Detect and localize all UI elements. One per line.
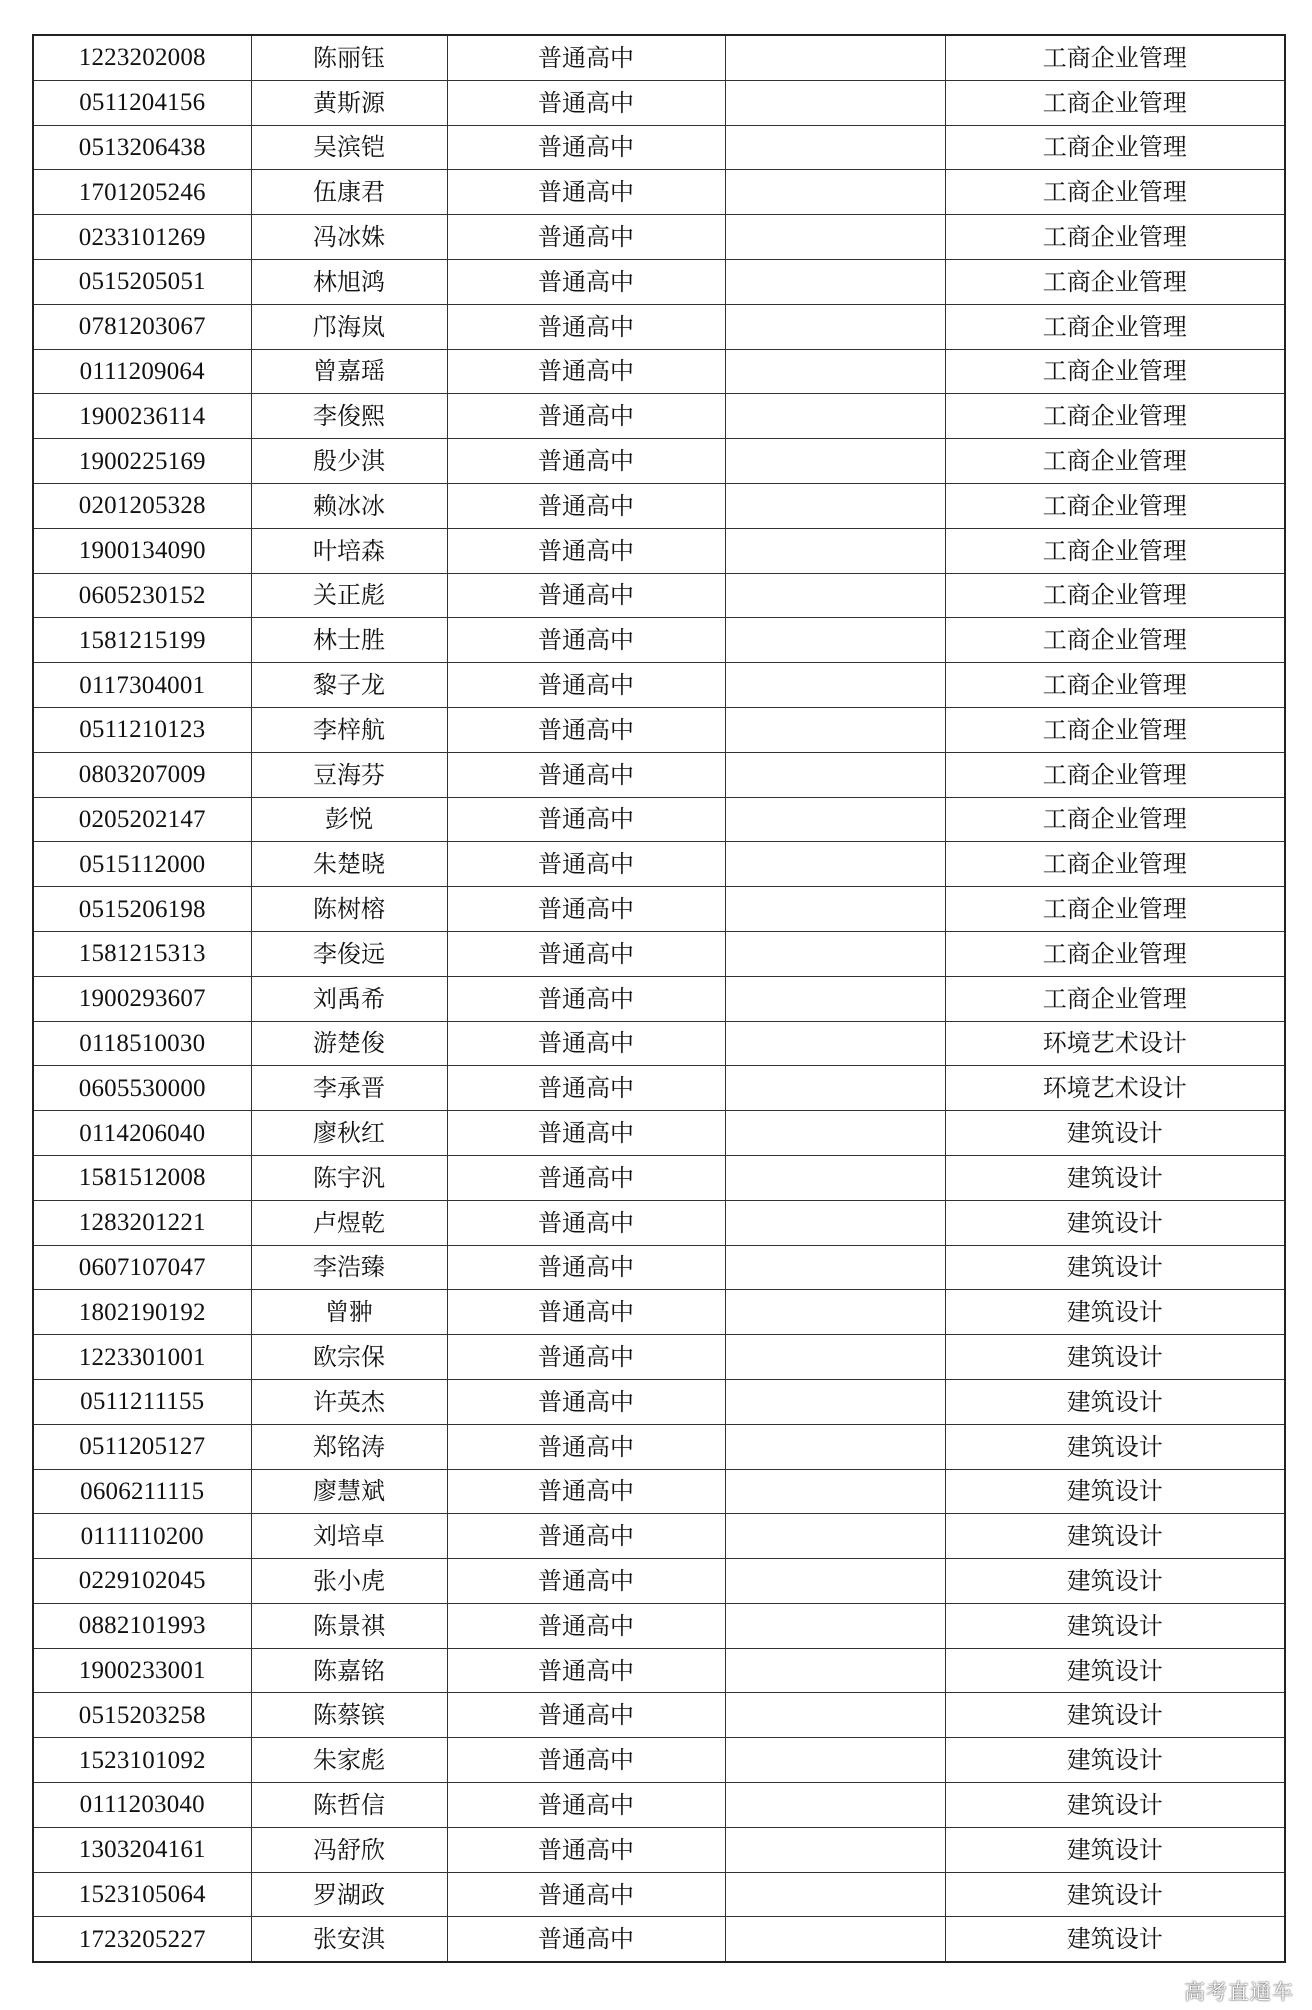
major-cell: 工商企业管理 [945, 573, 1285, 618]
table-row [33, 349, 1285, 394]
student-name-cell: 刘禹希 [251, 976, 447, 1021]
table-row [33, 394, 1285, 439]
school-type-cell: 普通高中 [447, 1290, 725, 1335]
blank-cell [725, 1111, 945, 1156]
student-name-cell: 陈嘉铭 [251, 1648, 447, 1693]
school-type-cell: 普通高中 [447, 528, 725, 573]
school-type-cell: 普通高中 [447, 887, 725, 932]
watermark-text: 高考直通车 [1184, 1980, 1294, 2004]
table-row [33, 215, 1285, 260]
school-type-cell: 普通高中 [447, 1872, 725, 1917]
blank-cell [725, 304, 945, 349]
candidate-id-cell: 0515112000 [33, 842, 251, 887]
school-type-cell: 普通高中 [447, 35, 725, 80]
candidate-id-cell: 1701205246 [33, 170, 251, 215]
student-name-cell: 邝海岚 [251, 304, 447, 349]
candidate-id-cell: 1523101092 [33, 1738, 251, 1783]
major-cell: 建筑设计 [945, 1872, 1285, 1917]
major-cell: 工商企业管理 [945, 707, 1285, 752]
candidate-id-cell: 1581215313 [33, 931, 251, 976]
major-cell: 建筑设计 [945, 1693, 1285, 1738]
student-name-cell: 彭悦 [251, 797, 447, 842]
major-cell: 环境艺术设计 [945, 1021, 1285, 1066]
student-name-cell: 郑铭涛 [251, 1424, 447, 1469]
school-type-cell: 普通高中 [447, 842, 725, 887]
school-type-cell: 普通高中 [447, 797, 725, 842]
major-cell: 工商企业管理 [945, 931, 1285, 976]
blank-cell [725, 1738, 945, 1783]
major-cell: 工商企业管理 [945, 349, 1285, 394]
student-name-cell: 朱楚晓 [251, 842, 447, 887]
table-row [33, 1155, 1285, 1200]
student-name-cell: 豆海芬 [251, 752, 447, 797]
student-name-cell: 李浩臻 [251, 1245, 447, 1290]
candidate-id-cell: 1523105064 [33, 1872, 251, 1917]
candidate-id-cell: 0882101993 [33, 1603, 251, 1648]
admission-list-table [32, 34, 1286, 1963]
school-type-cell: 普通高中 [447, 573, 725, 618]
candidate-id-cell: 1900134090 [33, 528, 251, 573]
candidate-id-cell: 0515203258 [33, 1693, 251, 1738]
major-cell: 环境艺术设计 [945, 1066, 1285, 1111]
candidate-id-cell: 0111203040 [33, 1783, 251, 1828]
major-cell: 工商企业管理 [945, 215, 1285, 260]
candidate-id-cell: 0114206040 [33, 1111, 251, 1156]
candidate-id-cell: 1223202008 [33, 35, 251, 80]
candidate-id-cell: 0515206198 [33, 887, 251, 932]
table-row [33, 1379, 1285, 1424]
major-cell: 建筑设计 [945, 1648, 1285, 1693]
student-name-cell: 李梓航 [251, 707, 447, 752]
candidate-id-cell: 0233101269 [33, 215, 251, 260]
candidate-id-cell: 1900293607 [33, 976, 251, 1021]
major-cell: 工商企业管理 [945, 663, 1285, 708]
table-row [33, 1559, 1285, 1604]
student-name-cell: 叶培森 [251, 528, 447, 573]
major-cell: 工商企业管理 [945, 483, 1285, 528]
school-type-cell: 普通高中 [447, 1559, 725, 1604]
candidate-id-cell: 1802190192 [33, 1290, 251, 1335]
candidate-id-cell: 0515205051 [33, 259, 251, 304]
table-row [33, 1648, 1285, 1693]
candidate-id-cell: 1581512008 [33, 1155, 251, 1200]
school-type-cell: 普通高中 [447, 1379, 725, 1424]
blank-cell [725, 797, 945, 842]
blank-cell [725, 752, 945, 797]
major-cell: 建筑设计 [945, 1514, 1285, 1559]
candidate-id-cell: 0605230152 [33, 573, 251, 618]
table-row [33, 1917, 1285, 1962]
blank-cell [725, 1245, 945, 1290]
major-cell: 建筑设计 [945, 1155, 1285, 1200]
table-row [33, 618, 1285, 663]
major-cell: 工商企业管理 [945, 528, 1285, 573]
table-row [33, 483, 1285, 528]
student-name-cell: 陈哲信 [251, 1783, 447, 1828]
candidate-id-cell: 1303204161 [33, 1827, 251, 1872]
school-type-cell: 普通高中 [447, 1693, 725, 1738]
blank-cell [725, 1155, 945, 1200]
student-name-cell: 李俊远 [251, 931, 447, 976]
major-cell: 建筑设计 [945, 1335, 1285, 1380]
blank-cell [725, 394, 945, 439]
table-row [33, 1469, 1285, 1514]
blank-cell [725, 887, 945, 932]
school-type-cell: 普通高中 [447, 618, 725, 663]
school-type-cell: 普通高中 [447, 394, 725, 439]
major-cell: 建筑设计 [945, 1783, 1285, 1828]
student-name-cell: 冯冰姝 [251, 215, 447, 260]
blank-cell [725, 1021, 945, 1066]
major-cell: 工商企业管理 [945, 797, 1285, 842]
table-row [33, 439, 1285, 484]
student-name-cell: 刘培卓 [251, 1514, 447, 1559]
student-name-cell: 张小虎 [251, 1559, 447, 1604]
blank-cell [725, 976, 945, 1021]
candidate-id-cell: 0118510030 [33, 1021, 251, 1066]
candidate-id-cell: 0511205127 [33, 1424, 251, 1469]
blank-cell [725, 80, 945, 125]
table-row [33, 1693, 1285, 1738]
candidate-id-cell: 0607107047 [33, 1245, 251, 1290]
table-row [33, 1021, 1285, 1066]
table-row [33, 35, 1285, 80]
candidate-id-cell: 0803207009 [33, 752, 251, 797]
school-type-cell: 普通高中 [447, 1200, 725, 1245]
school-type-cell: 普通高中 [447, 976, 725, 1021]
candidate-id-cell: 1900225169 [33, 439, 251, 484]
major-cell: 工商企业管理 [945, 618, 1285, 663]
table-row [33, 931, 1285, 976]
table-row [33, 1783, 1285, 1828]
major-cell: 工商企业管理 [945, 35, 1285, 80]
blank-cell [725, 663, 945, 708]
student-name-cell: 林旭鸿 [251, 259, 447, 304]
major-cell: 建筑设计 [945, 1603, 1285, 1648]
blank-cell [725, 528, 945, 573]
student-name-cell: 殷少淇 [251, 439, 447, 484]
student-name-cell: 廖慧斌 [251, 1469, 447, 1514]
major-cell: 建筑设计 [945, 1290, 1285, 1335]
table-body [33, 35, 1285, 1962]
table-row [33, 752, 1285, 797]
school-type-cell: 普通高中 [447, 80, 725, 125]
table-row [33, 259, 1285, 304]
blank-cell [725, 1559, 945, 1604]
school-type-cell: 普通高中 [447, 1245, 725, 1290]
school-type-cell: 普通高中 [447, 931, 725, 976]
school-type-cell: 普通高中 [447, 125, 725, 170]
blank-cell [725, 618, 945, 663]
blank-cell [725, 1872, 945, 1917]
school-type-cell: 普通高中 [447, 1827, 725, 1872]
blank-cell [725, 1693, 945, 1738]
blank-cell [725, 1603, 945, 1648]
major-cell: 建筑设计 [945, 1917, 1285, 1962]
major-cell: 工商企业管理 [945, 170, 1285, 215]
candidate-id-cell: 0201205328 [33, 483, 251, 528]
school-type-cell: 普通高中 [447, 1648, 725, 1693]
table-row [33, 573, 1285, 618]
major-cell: 建筑设计 [945, 1200, 1285, 1245]
table-row [33, 80, 1285, 125]
school-type-cell: 普通高中 [447, 349, 725, 394]
school-type-cell: 普通高中 [447, 170, 725, 215]
candidate-id-cell: 0117304001 [33, 663, 251, 708]
student-name-cell: 赖冰冰 [251, 483, 447, 528]
table-row [33, 1200, 1285, 1245]
table-row [33, 1514, 1285, 1559]
candidate-id-cell: 1723205227 [33, 1917, 251, 1962]
school-type-cell: 普通高中 [447, 1917, 725, 1962]
blank-cell [725, 1514, 945, 1559]
student-name-cell: 伍康君 [251, 170, 447, 215]
candidate-id-cell: 0513206438 [33, 125, 251, 170]
major-cell: 工商企业管理 [945, 80, 1285, 125]
major-cell: 工商企业管理 [945, 304, 1285, 349]
school-type-cell: 普通高中 [447, 663, 725, 708]
blank-cell [725, 35, 945, 80]
candidate-id-cell: 0229102045 [33, 1559, 251, 1604]
blank-cell [725, 215, 945, 260]
student-name-cell: 曾翀 [251, 1290, 447, 1335]
student-name-cell: 游楚俊 [251, 1021, 447, 1066]
major-cell: 工商企业管理 [945, 125, 1285, 170]
table-row [33, 887, 1285, 932]
table-row [33, 1603, 1285, 1648]
school-type-cell: 普通高中 [447, 1155, 725, 1200]
blank-cell [725, 1827, 945, 1872]
major-cell: 建筑设计 [945, 1379, 1285, 1424]
student-name-cell: 冯舒欣 [251, 1827, 447, 1872]
major-cell: 工商企业管理 [945, 887, 1285, 932]
table-row [33, 707, 1285, 752]
candidate-id-cell: 0781203067 [33, 304, 251, 349]
major-cell: 建筑设计 [945, 1111, 1285, 1156]
student-name-cell: 林士胜 [251, 618, 447, 663]
candidate-id-cell: 0111209064 [33, 349, 251, 394]
student-name-cell: 陈景祺 [251, 1603, 447, 1648]
student-name-cell: 陈丽钰 [251, 35, 447, 80]
blank-cell [725, 707, 945, 752]
table-row [33, 797, 1285, 842]
table-row [33, 663, 1285, 708]
school-type-cell: 普通高中 [447, 1066, 725, 1111]
table-row [33, 1290, 1285, 1335]
blank-cell [725, 349, 945, 394]
major-cell: 工商企业管理 [945, 842, 1285, 887]
major-cell: 建筑设计 [945, 1738, 1285, 1783]
table-row [33, 1066, 1285, 1111]
blank-cell [725, 439, 945, 484]
school-type-cell: 普通高中 [447, 1335, 725, 1380]
table-row [33, 1111, 1285, 1156]
student-name-cell: 罗湖政 [251, 1872, 447, 1917]
school-type-cell: 普通高中 [447, 1021, 725, 1066]
major-cell: 工商企业管理 [945, 259, 1285, 304]
blank-cell [725, 1424, 945, 1469]
student-name-cell: 黄斯源 [251, 80, 447, 125]
table-row [33, 976, 1285, 1021]
blank-cell [725, 483, 945, 528]
major-cell: 建筑设计 [945, 1559, 1285, 1604]
student-name-cell: 黎子龙 [251, 663, 447, 708]
school-type-cell: 普通高中 [447, 1469, 725, 1514]
student-name-cell: 曾嘉瑶 [251, 349, 447, 394]
major-cell: 建筑设计 [945, 1245, 1285, 1290]
candidate-id-cell: 0605530000 [33, 1066, 251, 1111]
candidate-id-cell: 1900236114 [33, 394, 251, 439]
major-cell: 建筑设计 [945, 1469, 1285, 1514]
school-type-cell: 普通高中 [447, 707, 725, 752]
blank-cell [725, 1290, 945, 1335]
school-type-cell: 普通高中 [447, 1603, 725, 1648]
blank-cell [725, 1917, 945, 1962]
table-row [33, 842, 1285, 887]
blank-cell [725, 259, 945, 304]
table-row [33, 1245, 1285, 1290]
major-cell: 工商企业管理 [945, 394, 1285, 439]
major-cell: 建筑设计 [945, 1827, 1285, 1872]
major-cell: 工商企业管理 [945, 439, 1285, 484]
candidate-id-cell: 0205202147 [33, 797, 251, 842]
student-name-cell: 李承晋 [251, 1066, 447, 1111]
blank-cell [725, 1066, 945, 1111]
blank-cell [725, 1335, 945, 1380]
student-name-cell: 朱家彪 [251, 1738, 447, 1783]
school-type-cell: 普通高中 [447, 215, 725, 260]
school-type-cell: 普通高中 [447, 439, 725, 484]
major-cell: 工商企业管理 [945, 976, 1285, 1021]
table-row [33, 1872, 1285, 1917]
major-cell: 建筑设计 [945, 1424, 1285, 1469]
table-row [33, 1827, 1285, 1872]
student-name-cell: 陈树榕 [251, 887, 447, 932]
student-name-cell: 陈宇汎 [251, 1155, 447, 1200]
candidate-id-cell: 1900233001 [33, 1648, 251, 1693]
blank-cell [725, 573, 945, 618]
student-name-cell: 欧宗保 [251, 1335, 447, 1380]
candidate-id-cell: 0606211115 [33, 1469, 251, 1514]
table-row [33, 528, 1285, 573]
blank-cell [725, 125, 945, 170]
student-name-cell: 廖秋红 [251, 1111, 447, 1156]
candidate-id-cell: 0511210123 [33, 707, 251, 752]
candidate-id-cell: 1581215199 [33, 618, 251, 663]
school-type-cell: 普通高中 [447, 752, 725, 797]
blank-cell [725, 842, 945, 887]
school-type-cell: 普通高中 [447, 1514, 725, 1559]
school-type-cell: 普通高中 [447, 304, 725, 349]
table-row [33, 1335, 1285, 1380]
blank-cell [725, 170, 945, 215]
student-name-cell: 卢煜乾 [251, 1200, 447, 1245]
blank-cell [725, 931, 945, 976]
school-type-cell: 普通高中 [447, 1424, 725, 1469]
school-type-cell: 普通高中 [447, 1111, 725, 1156]
school-type-cell: 普通高中 [447, 259, 725, 304]
table-row [33, 1424, 1285, 1469]
blank-cell [725, 1379, 945, 1424]
student-name-cell: 关正彪 [251, 573, 447, 618]
blank-cell [725, 1783, 945, 1828]
admission-list-table-wrap [32, 34, 1284, 1963]
blank-cell [725, 1200, 945, 1245]
candidate-id-cell: 0111110200 [33, 1514, 251, 1559]
candidate-id-cell: 1223301001 [33, 1335, 251, 1380]
school-type-cell: 普通高中 [447, 1738, 725, 1783]
major-cell: 工商企业管理 [945, 752, 1285, 797]
blank-cell [725, 1469, 945, 1514]
table-row [33, 304, 1285, 349]
table-row [33, 125, 1285, 170]
candidate-id-cell: 0511204156 [33, 80, 251, 125]
student-name-cell: 陈蔡镔 [251, 1693, 447, 1738]
student-name-cell: 张安淇 [251, 1917, 447, 1962]
student-name-cell: 许英杰 [251, 1379, 447, 1424]
blank-cell [725, 1648, 945, 1693]
school-type-cell: 普通高中 [447, 1783, 725, 1828]
candidate-id-cell: 1283201221 [33, 1200, 251, 1245]
candidate-id-cell: 0511211155 [33, 1379, 251, 1424]
table-row [33, 1738, 1285, 1783]
student-name-cell: 李俊熙 [251, 394, 447, 439]
school-type-cell: 普通高中 [447, 483, 725, 528]
student-name-cell: 吴滨铠 [251, 125, 447, 170]
table-row [33, 170, 1285, 215]
